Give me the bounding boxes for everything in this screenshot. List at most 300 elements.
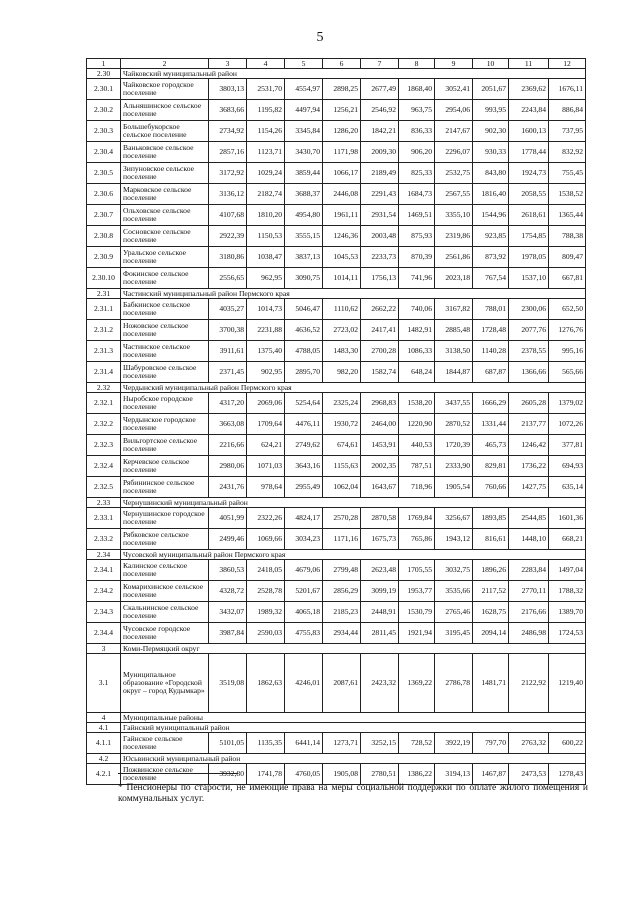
value-cell: 1246,42 bbox=[509, 435, 549, 456]
value-cell: 4954,80 bbox=[285, 205, 323, 226]
value-cell: 816,61 bbox=[473, 529, 509, 550]
value-cell: 797,70 bbox=[473, 733, 509, 754]
value-cell: 1905,54 bbox=[435, 477, 473, 498]
row-name: Рябининское сельское поселение bbox=[121, 477, 209, 498]
value-cell: 2137,77 bbox=[509, 414, 549, 435]
value-cell: 760,66 bbox=[473, 477, 509, 498]
section-name: Частинский муниципальный район Пермского края bbox=[121, 289, 586, 299]
value-cell: 993,95 bbox=[473, 100, 509, 121]
value-cell: 565,66 bbox=[549, 362, 586, 383]
value-cell: 1666,29 bbox=[473, 393, 509, 414]
value-cell: 2002,35 bbox=[361, 456, 399, 477]
table-row bbox=[87, 341, 586, 362]
value-cell: 1483,30 bbox=[323, 341, 361, 362]
section-row bbox=[87, 289, 586, 299]
value-cell: 1220,90 bbox=[399, 414, 435, 435]
header-cell: 2 bbox=[121, 59, 209, 69]
value-cell: 2189,49 bbox=[361, 163, 399, 184]
value-cell: 4824,17 bbox=[285, 508, 323, 529]
value-cell: 1862,63 bbox=[247, 654, 285, 713]
value-cell: 1905,08 bbox=[323, 764, 361, 785]
value-cell: 3932,80 bbox=[209, 764, 247, 785]
section-row bbox=[87, 550, 586, 560]
value-cell: 648,24 bbox=[399, 362, 435, 383]
value-cell: 809,47 bbox=[549, 247, 586, 268]
row-code: 2.31.4 bbox=[87, 362, 121, 383]
row-name: Рябковское сельское поселение bbox=[121, 529, 209, 550]
row-code: 2.32.4 bbox=[87, 456, 121, 477]
table-row bbox=[87, 602, 586, 623]
row-code: 2.30.10 bbox=[87, 268, 121, 289]
row-name: Бабкинское сельское поселение bbox=[121, 299, 209, 320]
value-cell: 2283,84 bbox=[509, 560, 549, 581]
value-cell: 2763,32 bbox=[509, 733, 549, 754]
row-name: Скальнинское сельское поселение bbox=[121, 602, 209, 623]
value-cell: 3052,41 bbox=[435, 79, 473, 100]
data-table bbox=[86, 58, 586, 785]
value-cell: 3437,55 bbox=[435, 393, 473, 414]
value-cell: 1724,53 bbox=[549, 623, 586, 644]
value-cell: 843,80 bbox=[473, 163, 509, 184]
value-cell: 825,33 bbox=[399, 163, 435, 184]
section-row bbox=[87, 754, 586, 764]
value-cell: 1720,39 bbox=[435, 435, 473, 456]
value-cell: 3099,19 bbox=[361, 581, 399, 602]
value-cell: 652,50 bbox=[549, 299, 586, 320]
value-cell: 2532,75 bbox=[435, 163, 473, 184]
value-cell: 1538,20 bbox=[399, 393, 435, 414]
value-cell: 3643,16 bbox=[285, 456, 323, 477]
value-cell: 1868,40 bbox=[399, 79, 435, 100]
value-cell: 2870,58 bbox=[361, 508, 399, 529]
value-cell: 995,16 bbox=[549, 341, 586, 362]
row-code: 2.32.5 bbox=[87, 477, 121, 498]
value-cell: 755,45 bbox=[549, 163, 586, 184]
value-cell: 982,20 bbox=[323, 362, 361, 383]
row-name: Зипуновское сельское поселение bbox=[121, 163, 209, 184]
value-cell: 1072,26 bbox=[549, 414, 586, 435]
value-cell: 902,30 bbox=[473, 121, 509, 142]
value-cell: 2182,74 bbox=[247, 184, 285, 205]
value-cell: 1736,22 bbox=[509, 456, 549, 477]
value-cell: 2799,48 bbox=[323, 560, 361, 581]
value-cell: 2590,03 bbox=[247, 623, 285, 644]
value-cell: 1544,96 bbox=[473, 205, 509, 226]
value-cell: 1756,13 bbox=[361, 268, 399, 289]
value-cell: 2895,70 bbox=[285, 362, 323, 383]
value-cell: 3136,12 bbox=[209, 184, 247, 205]
value-cell: 2431,76 bbox=[209, 477, 247, 498]
value-cell: 1601,36 bbox=[549, 508, 586, 529]
value-cell: 2325,24 bbox=[323, 393, 361, 414]
value-cell: 2857,16 bbox=[209, 142, 247, 163]
value-cell: 2185,23 bbox=[323, 602, 361, 623]
table-row bbox=[87, 268, 586, 289]
value-cell: 3180,86 bbox=[209, 247, 247, 268]
value-cell: 2319,86 bbox=[435, 226, 473, 247]
value-cell: 870,39 bbox=[399, 247, 435, 268]
row-code: 2.34.2 bbox=[87, 581, 121, 602]
value-cell: 1769,84 bbox=[399, 508, 435, 529]
row-code: 4.2 bbox=[87, 754, 121, 764]
value-cell: 2544,85 bbox=[509, 508, 549, 529]
value-cell: 1062,04 bbox=[323, 477, 361, 498]
table-row bbox=[87, 581, 586, 602]
value-cell: 2567,55 bbox=[435, 184, 473, 205]
value-cell: 1741,78 bbox=[247, 764, 285, 785]
value-cell: 3090,75 bbox=[285, 268, 323, 289]
row-code: 2.30.3 bbox=[87, 121, 121, 142]
value-cell: 1386,22 bbox=[399, 764, 435, 785]
row-name: Большебукорское сельское поселение bbox=[121, 121, 209, 142]
value-cell: 1029,24 bbox=[247, 163, 285, 184]
value-cell: 2023,18 bbox=[435, 268, 473, 289]
value-cell: 2723,02 bbox=[323, 320, 361, 341]
value-cell: 3194,13 bbox=[435, 764, 473, 785]
value-cell: 2561,86 bbox=[435, 247, 473, 268]
table-row bbox=[87, 456, 586, 477]
value-cell: 1893,85 bbox=[473, 508, 509, 529]
value-cell: 2058,55 bbox=[509, 184, 549, 205]
row-code: 2.30 bbox=[87, 69, 121, 79]
value-cell: 1014,73 bbox=[247, 299, 285, 320]
value-cell: 624,21 bbox=[247, 435, 285, 456]
table-row bbox=[87, 79, 586, 100]
value-cell: 741,96 bbox=[399, 268, 435, 289]
value-cell: 1709,64 bbox=[247, 414, 285, 435]
row-name: Чайковское городское поселение bbox=[121, 79, 209, 100]
row-name: Марковское сельское поселение bbox=[121, 184, 209, 205]
row-code: 4.1.1 bbox=[87, 733, 121, 754]
value-cell: 2677,49 bbox=[361, 79, 399, 100]
value-cell: 2623,48 bbox=[361, 560, 399, 581]
value-cell: 2300,06 bbox=[509, 299, 549, 320]
value-cell: 2243,84 bbox=[509, 100, 549, 121]
value-cell: 667,81 bbox=[549, 268, 586, 289]
value-cell: 1921,94 bbox=[399, 623, 435, 644]
table-body bbox=[87, 59, 586, 785]
table-row bbox=[87, 764, 586, 785]
value-cell: 2333,90 bbox=[435, 456, 473, 477]
value-cell: 2765,46 bbox=[435, 602, 473, 623]
section-row bbox=[87, 69, 586, 79]
value-cell: 1278,43 bbox=[549, 764, 586, 785]
value-cell: 836,33 bbox=[399, 121, 435, 142]
row-name: Ваньковское сельское поселение bbox=[121, 142, 209, 163]
value-cell: 2734,92 bbox=[209, 121, 247, 142]
row-name: Вильгортское сельское поселение bbox=[121, 435, 209, 456]
table-row bbox=[87, 529, 586, 550]
value-cell: 4497,94 bbox=[285, 100, 323, 121]
value-cell: 1379,02 bbox=[549, 393, 586, 414]
value-cell: 1448,10 bbox=[509, 529, 549, 550]
table-row bbox=[87, 299, 586, 320]
value-cell: 600,22 bbox=[549, 733, 586, 754]
value-cell: 2417,41 bbox=[361, 320, 399, 341]
value-cell: 1538,52 bbox=[549, 184, 586, 205]
section-name: Гайнский муниципальный район bbox=[121, 723, 586, 733]
table-row bbox=[87, 320, 586, 341]
value-cell: 2856,29 bbox=[323, 581, 361, 602]
header-row bbox=[87, 59, 586, 69]
table-row bbox=[87, 654, 586, 713]
table-row bbox=[87, 508, 586, 529]
value-cell: 1375,40 bbox=[247, 341, 285, 362]
value-cell: 1045,53 bbox=[323, 247, 361, 268]
row-code: 2.31 bbox=[87, 289, 121, 299]
value-cell: 2216,66 bbox=[209, 435, 247, 456]
value-cell: 1467,87 bbox=[473, 764, 509, 785]
row-code: 2.30.6 bbox=[87, 184, 121, 205]
row-name: Чердынское городское поселение bbox=[121, 414, 209, 435]
table-row bbox=[87, 142, 586, 163]
footnote: * Пенсионеры по старости, не имеющие права на меры социальной поддержки по оплате жилого помещения и коммунальных услуг. bbox=[118, 783, 588, 804]
value-cell: 2087,61 bbox=[323, 654, 361, 713]
value-cell: 1705,55 bbox=[399, 560, 435, 581]
value-cell: 1728,48 bbox=[473, 320, 509, 341]
value-cell: 2662,22 bbox=[361, 299, 399, 320]
table-row bbox=[87, 100, 586, 121]
value-cell: 2546,92 bbox=[361, 100, 399, 121]
value-cell: 5254,64 bbox=[285, 393, 323, 414]
value-cell: 5046,47 bbox=[285, 299, 323, 320]
value-cell: 1530,79 bbox=[399, 602, 435, 623]
value-cell: 1140,28 bbox=[473, 341, 509, 362]
value-cell: 2418,05 bbox=[247, 560, 285, 581]
value-cell: 4760,05 bbox=[285, 764, 323, 785]
value-cell: 2231,88 bbox=[247, 320, 285, 341]
row-code: 2.30.2 bbox=[87, 100, 121, 121]
section-row bbox=[87, 723, 586, 733]
row-code: 2.34 bbox=[87, 550, 121, 560]
value-cell: 3345,84 bbox=[285, 121, 323, 142]
value-cell: 787,51 bbox=[399, 456, 435, 477]
value-cell: 2786,78 bbox=[435, 654, 473, 713]
value-cell: 3803,13 bbox=[209, 79, 247, 100]
value-cell: 3256,67 bbox=[435, 508, 473, 529]
value-cell: 2870,52 bbox=[435, 414, 473, 435]
section-row bbox=[87, 644, 586, 654]
row-code: 2.30.7 bbox=[87, 205, 121, 226]
value-cell: 1276,76 bbox=[549, 320, 586, 341]
value-cell: 1273,71 bbox=[323, 733, 361, 754]
value-cell: 668,21 bbox=[549, 529, 586, 550]
value-cell: 4755,83 bbox=[285, 623, 323, 644]
header-cell: 6 bbox=[323, 59, 361, 69]
row-code: 2.30.1 bbox=[87, 79, 121, 100]
value-cell: 4317,20 bbox=[209, 393, 247, 414]
row-code: 2.31.2 bbox=[87, 320, 121, 341]
value-cell: 4051,99 bbox=[209, 508, 247, 529]
row-name: Ольховское сельское поселение bbox=[121, 205, 209, 226]
row-code: 4.1 bbox=[87, 723, 121, 733]
value-cell: 978,64 bbox=[247, 477, 285, 498]
value-cell: 1684,73 bbox=[399, 184, 435, 205]
value-cell: 4246,01 bbox=[285, 654, 323, 713]
value-cell: 1643,67 bbox=[361, 477, 399, 498]
row-name: Альняшинское сельское поселение bbox=[121, 100, 209, 121]
value-cell: 2931,54 bbox=[361, 205, 399, 226]
section-name: Чердынский муниципальный район Пермского края bbox=[121, 383, 586, 393]
value-cell: 3911,61 bbox=[209, 341, 247, 362]
row-name: Уральское сельское поселение bbox=[121, 247, 209, 268]
value-cell: 2885,48 bbox=[435, 320, 473, 341]
header-cell: 12 bbox=[549, 59, 586, 69]
value-cell: 2556,65 bbox=[209, 268, 247, 289]
value-cell: 3432,07 bbox=[209, 602, 247, 623]
value-cell: 1842,21 bbox=[361, 121, 399, 142]
value-cell: 1071,03 bbox=[247, 456, 285, 477]
table-row bbox=[87, 247, 586, 268]
row-name: Ножовское сельское поселение bbox=[121, 320, 209, 341]
row-name: Шабуровское сельское поселение bbox=[121, 362, 209, 383]
value-cell: 3922,19 bbox=[435, 733, 473, 754]
value-cell: 1369,22 bbox=[399, 654, 435, 713]
value-cell: 3859,44 bbox=[285, 163, 323, 184]
row-name: Чусовское городское поселение bbox=[121, 623, 209, 644]
value-cell: 906,20 bbox=[399, 142, 435, 163]
value-cell: 2117,52 bbox=[473, 581, 509, 602]
value-cell: 4554,97 bbox=[285, 79, 323, 100]
value-cell: 737,95 bbox=[549, 121, 586, 142]
value-cell: 1427,75 bbox=[509, 477, 549, 498]
value-cell: 1286,20 bbox=[323, 121, 361, 142]
value-cell: 1110,62 bbox=[323, 299, 361, 320]
value-cell: 1154,26 bbox=[247, 121, 285, 142]
value-cell: 2700,28 bbox=[361, 341, 399, 362]
row-name: Пожвинское сельское поселение bbox=[121, 764, 209, 785]
value-cell: 2122,92 bbox=[509, 654, 549, 713]
row-name: Ныробское городское поселение bbox=[121, 393, 209, 414]
value-cell: 2528,78 bbox=[247, 581, 285, 602]
value-cell: 1171,98 bbox=[323, 142, 361, 163]
value-cell: 875,93 bbox=[399, 226, 435, 247]
value-cell: 1896,26 bbox=[473, 560, 509, 581]
value-cell: 1246,36 bbox=[323, 226, 361, 247]
value-cell: 2378,55 bbox=[509, 341, 549, 362]
value-cell: 2147,67 bbox=[435, 121, 473, 142]
table-row bbox=[87, 560, 586, 581]
value-cell: 2322,26 bbox=[247, 508, 285, 529]
value-cell: 4679,06 bbox=[285, 560, 323, 581]
value-cell: 718,96 bbox=[399, 477, 435, 498]
value-cell: 1497,04 bbox=[549, 560, 586, 581]
value-cell: 3172,92 bbox=[209, 163, 247, 184]
row-code: 2.34.4 bbox=[87, 623, 121, 644]
value-cell: 2570,28 bbox=[323, 508, 361, 529]
value-cell: 4107,68 bbox=[209, 205, 247, 226]
row-name: Комарихинское сельское поселение bbox=[121, 581, 209, 602]
value-cell: 2955,49 bbox=[285, 477, 323, 498]
value-cell: 2009,30 bbox=[361, 142, 399, 163]
value-cell: 4328,72 bbox=[209, 581, 247, 602]
value-cell: 1038,47 bbox=[247, 247, 285, 268]
table-row bbox=[87, 362, 586, 383]
table-row bbox=[87, 163, 586, 184]
row-code: 3 bbox=[87, 644, 121, 654]
value-cell: 3195,45 bbox=[435, 623, 473, 644]
row-name: Гайнское сельское поселение bbox=[121, 733, 209, 754]
value-cell: 829,81 bbox=[473, 456, 509, 477]
value-cell: 3837,13 bbox=[285, 247, 323, 268]
value-cell: 465,73 bbox=[473, 435, 509, 456]
header-cell: 4 bbox=[247, 59, 285, 69]
value-cell: 1788,32 bbox=[549, 581, 586, 602]
value-cell: 4636,52 bbox=[285, 320, 323, 341]
value-cell: 3252,15 bbox=[361, 733, 399, 754]
value-cell: 2446,08 bbox=[323, 184, 361, 205]
value-cell: 2749,62 bbox=[285, 435, 323, 456]
row-name: Фокинское сельское поселение bbox=[121, 268, 209, 289]
table-row bbox=[87, 435, 586, 456]
value-cell: 1961,11 bbox=[323, 205, 361, 226]
footnote-rule bbox=[118, 773, 238, 774]
value-cell: 788,01 bbox=[473, 299, 509, 320]
value-cell: 1256,21 bbox=[323, 100, 361, 121]
table-row bbox=[87, 393, 586, 414]
table-row bbox=[87, 121, 586, 142]
value-cell: 3032,75 bbox=[435, 560, 473, 581]
section-name: Юсьвинский муниципальный район bbox=[121, 754, 586, 764]
row-code: 4.2.1 bbox=[87, 764, 121, 785]
value-cell: 3700,38 bbox=[209, 320, 247, 341]
value-cell: 1155,63 bbox=[323, 456, 361, 477]
value-cell: 4788,05 bbox=[285, 341, 323, 362]
row-code: 2.32 bbox=[87, 383, 121, 393]
row-code: 2.30.8 bbox=[87, 226, 121, 247]
row-code: 2.30.5 bbox=[87, 163, 121, 184]
value-cell: 1171,16 bbox=[323, 529, 361, 550]
value-cell: 377,81 bbox=[549, 435, 586, 456]
value-cell: 2464,00 bbox=[361, 414, 399, 435]
value-cell: 873,92 bbox=[473, 247, 509, 268]
value-cell: 3535,66 bbox=[435, 581, 473, 602]
value-cell: 1014,11 bbox=[323, 268, 361, 289]
value-cell: 694,93 bbox=[549, 456, 586, 477]
value-cell: 1675,73 bbox=[361, 529, 399, 550]
value-cell: 1600,13 bbox=[509, 121, 549, 142]
row-code: 2.33.2 bbox=[87, 529, 121, 550]
value-cell: 2296,07 bbox=[435, 142, 473, 163]
section-name: Чусовской муниципальный район Пермского края bbox=[121, 550, 586, 560]
value-cell: 2069,06 bbox=[247, 393, 285, 414]
row-code: 2.31.3 bbox=[87, 341, 121, 362]
value-cell: 2291,43 bbox=[361, 184, 399, 205]
value-cell: 2233,73 bbox=[361, 247, 399, 268]
value-cell: 930,33 bbox=[473, 142, 509, 163]
header-cell: 10 bbox=[473, 59, 509, 69]
value-cell: 1816,40 bbox=[473, 184, 509, 205]
value-cell: 2770,11 bbox=[509, 581, 549, 602]
section-name: Чайковский муниципальный район bbox=[121, 69, 586, 79]
value-cell: 1754,85 bbox=[509, 226, 549, 247]
value-cell: 1219,40 bbox=[549, 654, 586, 713]
value-cell: 1844,87 bbox=[435, 362, 473, 383]
section-row bbox=[87, 713, 586, 723]
value-cell: 3663,08 bbox=[209, 414, 247, 435]
value-cell: 962,95 bbox=[247, 268, 285, 289]
value-cell: 2499,46 bbox=[209, 529, 247, 550]
value-cell: 3138,50 bbox=[435, 341, 473, 362]
value-cell: 3519,08 bbox=[209, 654, 247, 713]
value-cell: 1978,05 bbox=[509, 247, 549, 268]
value-cell: 5101,05 bbox=[209, 733, 247, 754]
value-cell: 886,84 bbox=[549, 100, 586, 121]
table-row bbox=[87, 477, 586, 498]
value-cell: 1778,44 bbox=[509, 142, 549, 163]
value-cell: 6441,14 bbox=[285, 733, 323, 754]
value-cell: 767,54 bbox=[473, 268, 509, 289]
